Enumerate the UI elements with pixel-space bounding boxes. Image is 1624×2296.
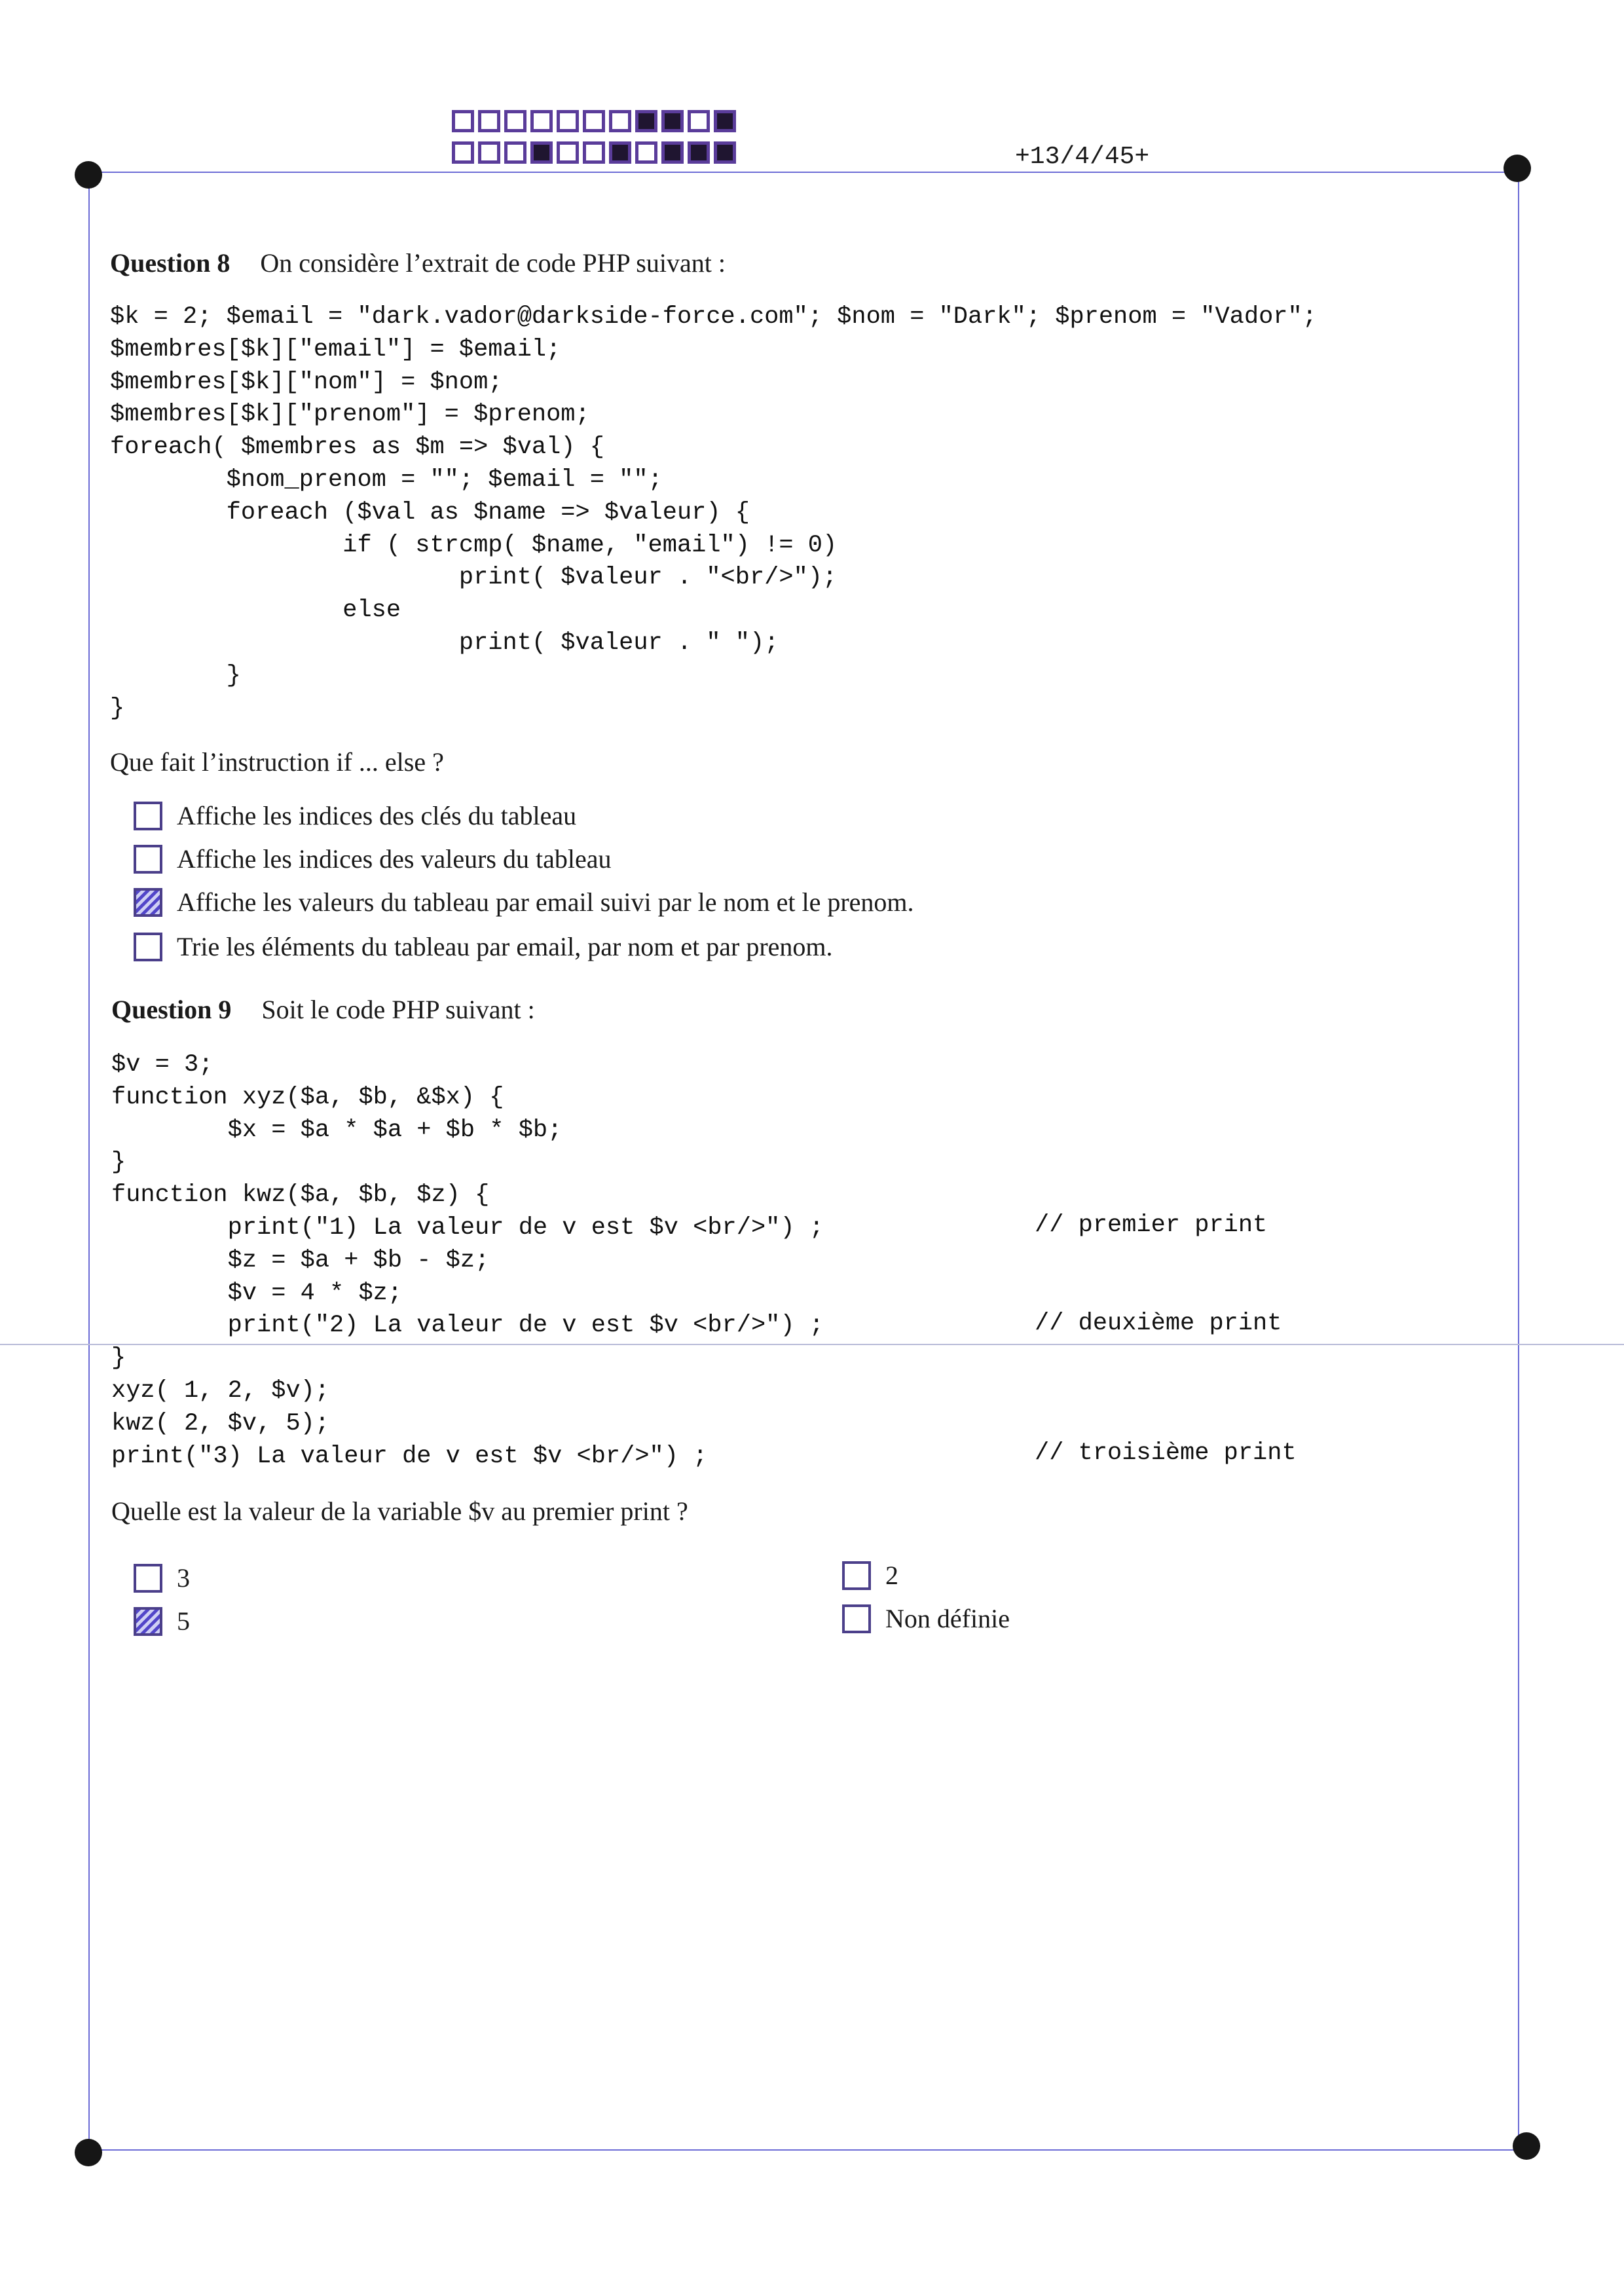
q9-option-5-checkbox[interactable] xyxy=(134,1607,162,1636)
question-9-header xyxy=(111,994,535,1025)
q9-option-5[interactable] xyxy=(134,1606,190,1637)
question-8-intro: On considère l’extrait de code PHP suivant : xyxy=(260,248,726,278)
id-code-row-1-cell xyxy=(583,110,605,132)
comment-premier-print: // premier print xyxy=(1035,1212,1268,1239)
id-code-row-2-cell xyxy=(478,141,500,164)
q8-option-2-checkbox[interactable] xyxy=(134,845,162,874)
id-code-row-2-cell xyxy=(714,141,736,164)
q9-option-5-label: 5 xyxy=(177,1606,190,1636)
q9-option-2-label: 2 xyxy=(885,1561,898,1590)
id-code-row-1-cell xyxy=(557,110,579,132)
q8-option-1[interactable] xyxy=(134,800,576,831)
corner-marker-top-left xyxy=(75,161,102,189)
q9-option-non-definie-label: Non définie xyxy=(885,1604,1010,1633)
frame-left-line xyxy=(88,172,90,2151)
id-code-row-1 xyxy=(452,110,740,132)
id-code-row-1-cell xyxy=(661,110,684,132)
comment-troisieme-print: // troisième print xyxy=(1035,1439,1297,1467)
id-code-row-1-cell xyxy=(714,110,736,132)
page-id: +13/4/45+ xyxy=(1015,143,1150,171)
id-code-row-2-cell xyxy=(583,141,605,164)
id-code-row-2-cell xyxy=(609,141,631,164)
q8-option-4-label: Trie les éléments du tableau par email, par nom et par prenom. xyxy=(177,932,833,961)
q9-option-non-definie-checkbox[interactable] xyxy=(842,1604,871,1633)
q9-option-2-checkbox[interactable] xyxy=(842,1561,871,1590)
question-9-label: Question 9 xyxy=(111,995,232,1024)
id-code-row-1-cell xyxy=(635,110,657,132)
q8-option-2-label: Affiche les indices des valeurs du tableau xyxy=(177,844,612,874)
q9-option-3-checkbox[interactable] xyxy=(134,1564,162,1593)
id-code-row-1-cell xyxy=(530,110,553,132)
id-code-row-1-cell xyxy=(478,110,500,132)
id-code-row-2-cell xyxy=(452,141,474,164)
corner-marker-bottom-right xyxy=(1513,2132,1540,2160)
corner-marker-bottom-left xyxy=(75,2139,102,2166)
id-code-row-2-cell xyxy=(557,141,579,164)
frame-bottom-line xyxy=(88,2149,1527,2151)
id-code-row-1-cell xyxy=(688,110,710,132)
question-9-code: $v = 3; function xyz($a, $b, &$x) { $x = $a * $a + $b * $b; } function kwz($a, $b, $z) { print("1) La valeur de v est $v <br/>") ; $z = $a + $b - $z; $v = 4 * $z; print("2) La valeur de v est $v <br/>") ; } xyz( 1, 2, $v); kwz( 2, $v, 5); print("3) La valeur de v est $v <br/>") ; xyxy=(111,1051,824,1470)
id-code-row-1-cell xyxy=(609,110,631,132)
frame-top-line xyxy=(88,172,1518,173)
q9-option-2[interactable] xyxy=(842,1560,898,1591)
id-code-row-2-cell xyxy=(504,141,526,164)
id-code-row-2-cell xyxy=(688,141,710,164)
question-9-prompt: Quelle est la valeur de la variable $v au premier print ? xyxy=(111,1496,688,1526)
q8-option-3[interactable] xyxy=(134,887,914,917)
id-code-row-2 xyxy=(452,141,740,164)
q8-option-4-checkbox[interactable] xyxy=(134,933,162,961)
question-8-code: $k = 2; $email = "dark.vador@darkside-force.com"; $nom = "Dark"; $prenom = "Vador"; $membres[$k]["email"] = $email; $membres[$k]["nom"] = $nom; $membres[$k]["prenom"] = $prenom; foreach( $membres as $m => $val) { $nom_prenom = ""; $email = ""; foreach ($val as $name => $valeur) { if ( strcmp( $name, "email") != 0) print( $valeur . "<br/>"); else print( $valeur . " "); } } xyxy=(110,303,1317,722)
q8-option-2[interactable] xyxy=(134,843,611,874)
comment-deuxieme-print: // deuxième print xyxy=(1035,1310,1282,1337)
q8-option-1-label: Affiche les indices des clés du tableau xyxy=(177,801,577,830)
q8-option-1-checkbox[interactable] xyxy=(134,802,162,830)
question-8-header xyxy=(110,248,726,278)
q8-option-3-checkbox[interactable] xyxy=(134,888,162,917)
id-code-row-2-cell xyxy=(661,141,684,164)
corner-marker-top-right xyxy=(1504,155,1531,182)
q8-option-4[interactable] xyxy=(134,931,833,962)
question-8-label: Question 8 xyxy=(110,248,231,278)
id-code-row-1-cell xyxy=(504,110,526,132)
id-code-row-2-cell xyxy=(635,141,657,164)
q9-option-3-label: 3 xyxy=(177,1563,190,1593)
id-code-row-2-cell xyxy=(530,141,553,164)
question-9-intro: Soit le code PHP suivant : xyxy=(261,995,535,1024)
q9-option-non-definie[interactable] xyxy=(842,1603,1010,1634)
q9-option-3[interactable] xyxy=(134,1563,190,1593)
question-8-prompt: Que fait l’instruction if ... else ? xyxy=(110,747,444,777)
q8-option-3-label: Affiche les valeurs du tableau par email suivi par le nom et le prenom. xyxy=(177,887,914,917)
id-code-row-1-cell xyxy=(452,110,474,132)
frame-right-line xyxy=(1518,172,1519,2149)
